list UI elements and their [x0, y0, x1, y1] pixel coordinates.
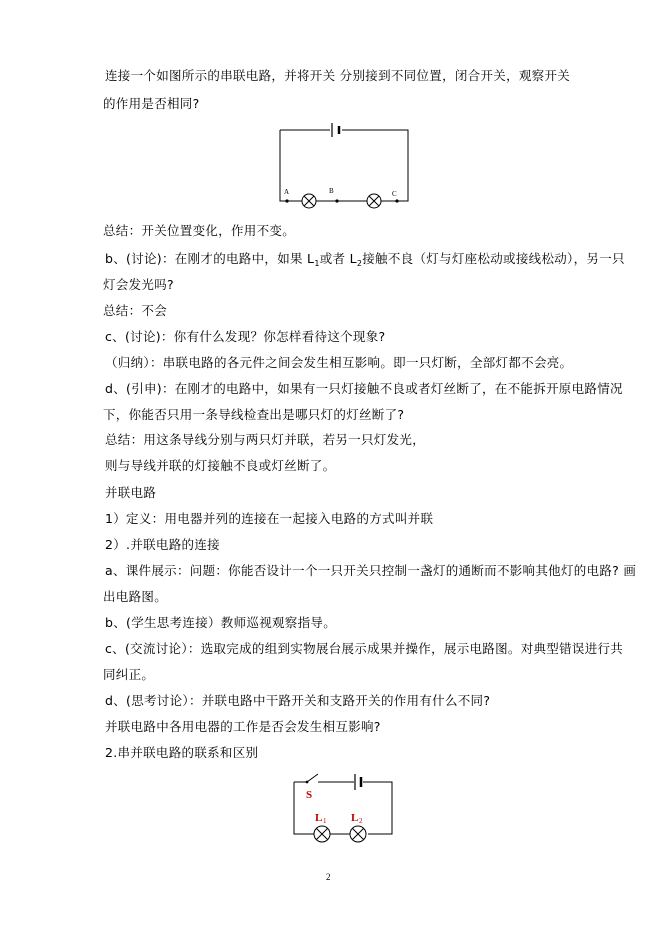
text-line-7: c、(讨论)：你有什么发现？你怎样看待这个现象? — [105, 329, 386, 344]
text-line-4 — [105, 251, 625, 269]
section-heading-parallel: 并联电路 — [105, 485, 157, 500]
switch-blade — [307, 774, 318, 782]
text-line-5: 灯会发光吗? — [103, 277, 174, 292]
text-line-9: d、(引申)：在刚才的电路中，如果有一只灯接触不良或者灯丝断了，在不能拆开原电路情况 — [105, 381, 623, 396]
series-circuit-diagram — [270, 120, 420, 212]
text-line-17: b、(学生思考连接）教师巡视观察指导。 — [105, 615, 337, 630]
subscript-1: 1 — [314, 259, 320, 268]
switch-label-s: S — [306, 789, 313, 801]
text-line-4-part-3: 接触不良（灯与灯座松动或接线松动），另一只 — [362, 251, 625, 266]
text-line-13: 1）定义：用电器并列的连接在一起接入电路的方式叫并联 — [105, 511, 434, 526]
text-line-22: 2.串并联电路的联系和区别 — [105, 745, 259, 760]
text-line-8: （归纳）：串联电路的各元件之间会发生相互影响。即一只灯断，全部灯都不会亮。 — [105, 355, 573, 370]
lamp-l2-icon — [350, 826, 366, 842]
lamp-label-l1: L — [315, 812, 323, 824]
label-a: A — [284, 188, 290, 196]
text-line-11: 总结：用这条导线分别与两只灯并联，若另一只灯发光， — [105, 432, 426, 447]
text-line-4-part-1: b、(讨论)：在刚才的电路中，如果 L — [105, 251, 315, 266]
text-line-18: c、(交流讨论）：选取完成的组到实物展台展示成果并操作，展示电路图。对典型错误进行共 — [105, 641, 624, 656]
text-line-6: 总结：不会 — [103, 303, 168, 318]
label-b: B — [329, 187, 334, 195]
page-number: 2 — [326, 872, 331, 882]
lamp-1-icon — [302, 194, 316, 208]
lamp-2-icon — [367, 194, 381, 208]
text-line-10: 下，你能否只用一条导线检查出是哪只灯的灯丝断了? — [103, 407, 405, 422]
text-line-20: d、(思考讨论）：并联电路中干路开关和支路开关的作用有什么不同? — [105, 693, 491, 708]
lamp-l1-icon — [314, 826, 330, 842]
label-c: C — [392, 190, 397, 198]
text-line-19: 同纠正。 — [103, 667, 155, 682]
point-b-dot — [335, 199, 338, 202]
text-line-15: a、课件展示：问题：你能否设计一个一只开关只控制一盏灯的通断而不影响其他灯的电路? 画 — [105, 563, 637, 578]
switch-circuit-diagram — [288, 768, 400, 848]
text-line-14: 2）.并联电路的连接 — [105, 537, 220, 552]
text-line-16: 出电路图。 — [103, 589, 168, 604]
lamp-label-l1-sub: 1 — [323, 817, 327, 825]
text-line-3: 总结：开关位置变化，作用不变。 — [103, 223, 296, 238]
point-c-dot — [395, 199, 398, 202]
text-line-4-part-2: 或者 L — [319, 251, 357, 266]
lamp-label-l2-sub: 2 — [359, 817, 363, 825]
text-line-1: 连接一个如图所示的串联电路，并将开关 分别接到不同位置，闭合开关，观察开关 — [105, 68, 571, 83]
subscript-2: 2 — [356, 259, 363, 268]
text-line-2: 的作用是否相同? — [103, 96, 200, 111]
point-a-dot — [285, 199, 288, 202]
text-line-12: 则与导线并联的灯接触不良或灯丝断了。 — [105, 458, 336, 473]
text-line-21: 并联电路中各用电器的工作是否会发生相互影响? — [105, 719, 381, 734]
lamp-label-l2: L — [351, 812, 359, 824]
